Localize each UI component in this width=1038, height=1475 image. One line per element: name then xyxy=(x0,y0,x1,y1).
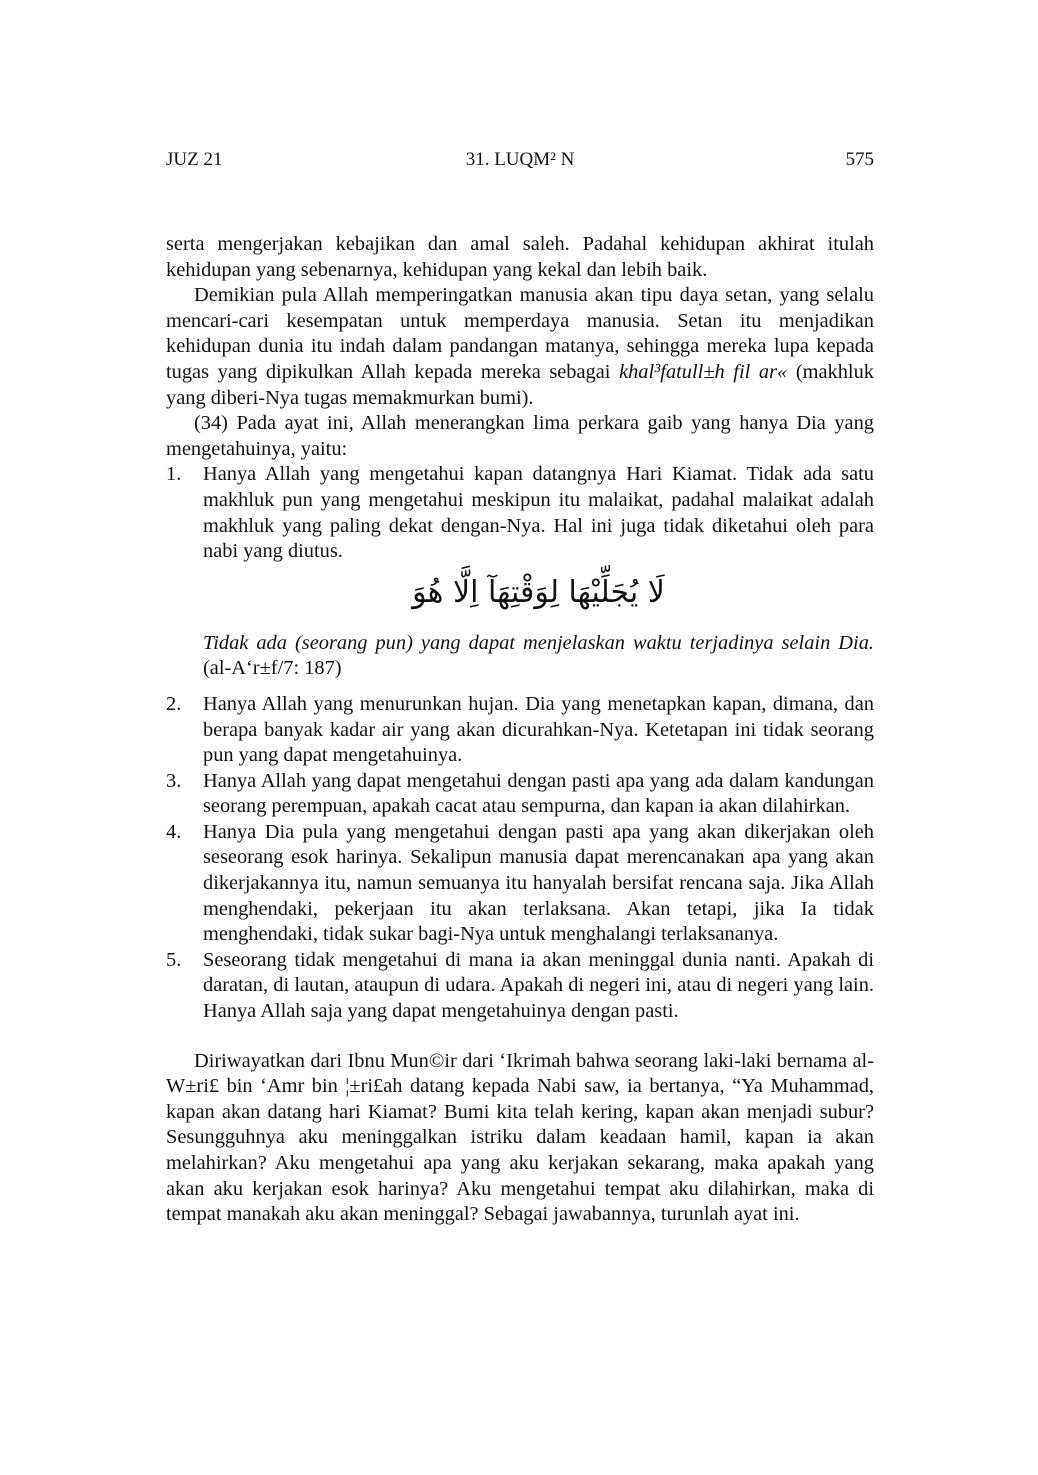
page-body xyxy=(166,232,874,1228)
verse-translation-text: Tidak ada (seorang pun) yang dapat menjelaskan waktu terjadinya selain Dia. xyxy=(203,631,874,654)
list-number: 1. xyxy=(166,463,182,486)
list-item-text: Hanya Allah yang mengetahui kapan datangnya Hari Kiamat. Tidak ada satu makhluk pun yang mengetahui meskipun itu malaikat, padahal malaikat adalah makhluk yang paling dekat dengan-Nya. Hal ini juga tidak diketahui oleh para nabi yang diutus. xyxy=(203,463,874,563)
list-item-text: Hanya Dia pula yang mengetahui dengan pasti apa yang akan dikerjakan oleh seseorang esok harinya. Sekalipun manusia dapat merencanakan apa yang akan dikerjakannya itu, namun semuanya itu hanyalah bersifat rencana saja. Jika Allah menghendaki, pekerjaan itu akan terlaksana. Akan tetapi, jika Ia tidak menghendaki, tidak sukar bagi-Nya untuk menghalangi terlaksananya. xyxy=(203,820,874,946)
juz-label: JUZ 21 xyxy=(166,149,223,170)
list-number: 4. xyxy=(166,820,182,843)
paragraph-setan-text: Demikian pula Allah memperingatkan manusia akan tipu daya setan, yang selalu mencari-cari kesempatan untuk memperdaya manusia. Setan itu menjadikan kehidupan dunia itu indah dalam pandangan matanya, sehingga mereka lupa kepada tugas yang dipikulkan Allah kepada mereka sebagai xyxy=(166,284,874,383)
verse-translation xyxy=(166,631,874,682)
page-number: 575 xyxy=(845,149,874,170)
page-header xyxy=(166,146,874,174)
surah-title: 31. LUQM² N xyxy=(465,149,575,170)
list-item xyxy=(166,692,874,769)
paragraph-asbabun-nuzul: Diriwayatkan dari Ibnu Mun©ir dari ‘Ikrimah bahwa seorang laki-laki bernama al-W±ri£ bin ‘Amr bin ¦±ri£ah datang kepada Nabi saw, ia bertanya, “Ya Muhammad, kapan akan datang hari Kiamat? Bumi kita telah kering, kapan akan menjadi subur? Sesungguhnya aku meninggalkan istriku dalam keadaan hamil, kapan ia akan melahirkan? Aku mengetahui apa yang aku kerjakan sekarang, maka apakah yang akan aku kerjakan esok harinya? Aku mengetahui tempat aku dilahirkan, maka di tempat manakah aku akan meninggal? Sebagai jawabannya, turunlah ayat ini. xyxy=(166,1049,874,1226)
list-item-text: Hanya Allah yang menurunkan hujan. Dia yang menetapkan kapan, dimana, dan berapa banyak kadar air yang akan dicurahkan-Nya. Ketetapan ini tidak seorang pun yang dapat mengetahuinya. xyxy=(203,692,874,767)
section-spacer xyxy=(166,1025,874,1049)
list-item-text: Hanya Allah yang dapat mengetahui dengan pasti apa yang ada dalam kandungan seorang perempuan, apakah cacat atau sempurna, dan kapan ia akan dilahirkan. xyxy=(203,769,874,818)
khalifah-term: khal³fatull±h fil ar« xyxy=(619,360,788,383)
list-item xyxy=(166,820,874,948)
list-item-text: Seseorang tidak mengetahui di mana ia akan meninggal dunia nanti. Apakah di daratan, di lautan, ataupun di udara. Apakah di negeri ini, atau di negeri yang lain. Hanya Allah saja yang dapat mengetahuinya dengan pasti. xyxy=(203,948,874,1023)
list-item xyxy=(166,769,874,820)
verse-reference: (al-A‘r±f/7: 187) xyxy=(203,657,342,680)
paragraph-setan xyxy=(166,283,874,411)
list-number: 2. xyxy=(166,692,182,715)
khalifah-gloss: (makhluk yang diberi-Nya tugas memakmurkan bumi). xyxy=(166,360,874,409)
arabic-verse: لَا يُجَلِّيْهَا لِوَقْتِهَآ اِلَّا هُوَ xyxy=(412,574,665,610)
list-item xyxy=(166,948,874,1025)
list-number: 3. xyxy=(166,769,182,792)
list-number: 5. xyxy=(166,948,182,971)
paragraph-continuation: serta mengerjakan kebajikan dan amal saleh. Padahal kehidupan akhirat itulah kehidupan yang sebenarnya, kehidupan yang kekal dan lebih baik. xyxy=(166,233,874,281)
list-item xyxy=(166,462,874,564)
paragraph-ayat-34: (34) Pada ayat ini, Allah menerangkan lima perkara gaib yang hanya Dia yang mengetahuinya, yaitu: xyxy=(166,412,874,460)
